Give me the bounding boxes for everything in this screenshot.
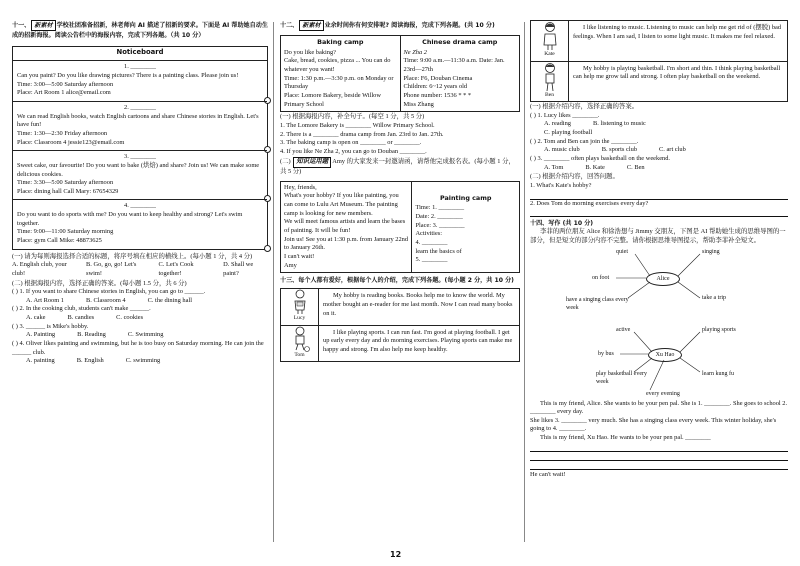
essay-closing: He can't wait! bbox=[530, 470, 566, 478]
mind-node-every-evening: every evening bbox=[646, 390, 680, 397]
new-material-tag: 新素材 bbox=[299, 20, 323, 31]
essay-paragraph-3: This is my friend, Xu Hao. He wants to be your pen pal. ________ bbox=[540, 434, 711, 442]
section-12-title: 十二、 新素材 业余时间你有何安排呢? 阅读海报，完成下列各题。(共 10 分) bbox=[280, 20, 520, 31]
essay-paragraph-2: She likes 3. ________ very much. She has a singing class every week. This winter holiday, she's going to 4. ________. bbox=[530, 416, 777, 433]
poster-2: 2. ________ We can read English books, watch English cartoons and share Chinese stories in English. Let's have fun! Time: 1:30—2:30 Friday afternoon Place: Classroom 4 jessie123@email.com bbox=[13, 101, 267, 150]
noticeboard-title: Noticeboard bbox=[116, 48, 164, 57]
answer-question-2: 2. Does Tom do morning exercises every day? bbox=[530, 199, 649, 207]
column-divider bbox=[273, 22, 274, 542]
mind-node-playing-sports: playing sports bbox=[702, 326, 736, 333]
fill-1: 1. The Lomore Bakery is ________ Willow Primary School. bbox=[280, 121, 435, 129]
essay-line bbox=[530, 452, 788, 461]
mind-node-kung-fu: learn kung fu bbox=[702, 370, 734, 377]
hobby-intros-continued bbox=[530, 20, 788, 102]
question-2: ( ) 2. Tom and Ben can join the ________. A. music club B. sports club C. art club bbox=[530, 137, 686, 154]
lucy-picture: Lucy bbox=[281, 289, 319, 325]
poster-1: 1. ________ Can you paint? Do you like drawing pictures? There is a painting class. Please join us! Time: 3:00—5:00 Saturday afternoon Place: Art Room 1 alice@email.com bbox=[13, 60, 267, 101]
column-1 bbox=[12, 20, 268, 366]
intro-kate: Kate I like listening to music. Listening to music can help me get rid of (摆脱) bad feelings. When I am sad, I listen to some light music. It makes me feel relaxed. bbox=[530, 20, 788, 62]
mind-node-singing: singing bbox=[702, 248, 720, 255]
question-3: ( ) 3. ______ is Mike's hobby. A. Painting B. Reading C. Swimming bbox=[12, 322, 164, 339]
fill-4: 4. If you like Ne Zha 2, you can go to Douban ________. bbox=[280, 147, 427, 155]
column-3 bbox=[530, 20, 788, 479]
drama-camp-poster: Chinese drama camp Ne Zha 2 Time: 9:00 a.m.—11:30 a.m. Date: Jan. 23rd—27th Place: F6, Douban Cinema Children: 6~12 years old Phone number: 1536 * * * Miss Zhang bbox=[400, 36, 520, 112]
invitation-and-form bbox=[280, 181, 520, 273]
intro-tom: Tom I like playing sports. I can run fast. I'm good at playing football. I get up early every day and do morning exercises. Playing sports can make me happy and strong. I'm also help me keep healthy. bbox=[280, 326, 520, 363]
intro-lucy: Lucy My hobby is reading books. Books help me to know the world. My mother bought an e-reader for me last month. Now I can read many books on it. bbox=[280, 288, 520, 326]
scroll-icon bbox=[264, 245, 271, 252]
noticeboard bbox=[12, 46, 268, 249]
essay-line bbox=[530, 461, 788, 470]
column-2 bbox=[280, 20, 520, 362]
answer-line bbox=[530, 191, 788, 200]
kate-picture: Kate bbox=[531, 21, 569, 61]
poster-4: 4. ________ Do you want to do sports with me? Do you want to keep healthy and strong? Let's swim together. Time: 9:00—11:00 Saturday morning Place: gym Call Mike: 48873625 bbox=[13, 199, 267, 248]
question-1: ( ) 1. If you want to share Chinese stories in English, you can go to ______. A. Art Room 1 B. Classroom 4 C. the dining hall bbox=[12, 288, 206, 304]
answer-question-1: 1. What's Kate's hobby? bbox=[530, 181, 592, 189]
registration-form: Painting camp Time: 1. ________ Date: 2. ________ Place: 3. ________ Activities: 4. ________ learn the basics of 5. ________ bbox=[412, 181, 520, 272]
poster-3: 3. ________ Sweet cake, our favourite! Do you want to bake (烘焙) and share? Join us! We can make some delicious cookies. Time: 3:30—5:00 Saturday afternoon Place: dining hall Call Mary: 67654329 bbox=[13, 150, 267, 199]
part-2-title: (二) 知识运用题 Amy 的大家发来一封邀请函，请帮他完成报名表。(每小题 1 分，共 5 分) bbox=[280, 158, 515, 176]
girl-reading-icon bbox=[291, 289, 309, 315]
ben-picture: Ben bbox=[531, 62, 569, 102]
section-14-instructions: 李菲的两位朋友 Alice 和徐浩想与 Jimmy 交朋友，下图是 AI 帮助她生成的思维导图的一部分，但是短文的部分内容不完整。请你根据思维导图提示，帮助李菲补全短文。 bbox=[530, 228, 786, 244]
question-3: ( ) 3. ________ often plays basketball on the weekend. A. Tom B. Kate C. Ben bbox=[530, 154, 671, 171]
essay-line bbox=[530, 443, 788, 452]
part-1-title: (一) 根据介绍内容，选择正确的答案。 bbox=[530, 103, 639, 111]
section-11-title: 十一、 新素材 学校社团准备招新，林老师向 AI 描述了招新的要求。下面是 AI 帮助她自动生成的招新海报。阅读公告栏中的海报内容，完成下列各题。（共 10 分） bbox=[12, 22, 268, 40]
fill-2: 2. There is a ________ drama camp from Jan. 23rd to Jan. 27th. bbox=[280, 130, 444, 138]
camp-posters bbox=[280, 35, 520, 112]
boy-basketball-icon bbox=[541, 62, 559, 92]
mind-map bbox=[530, 248, 788, 398]
page-number: 12 bbox=[390, 550, 402, 559]
mind-node-singing-class: have a singing class every week bbox=[566, 296, 629, 311]
part-2-title: (二) 根据介绍内容，回答问题。 bbox=[530, 173, 619, 181]
question-2: ( ) 2. In the cooking club, students can't make ______. A. cake B. candies C. cookies bbox=[12, 305, 151, 322]
girl-music-icon bbox=[541, 21, 559, 51]
hobby-intros bbox=[280, 288, 520, 362]
question-4: ( ) 4. Oliver likes painting and swimming, but he is too busy on Saturday morning. He can join the ______ club. A. painting B. English C. swimming bbox=[12, 340, 264, 365]
part-2-title: (二) 根据海报内容，选择正确的答案。(每小题 1.5 分，共 6 分) bbox=[12, 279, 187, 287]
mind-node-basketball: play basketball every week bbox=[596, 370, 647, 385]
mind-node-take-a-trip: take a trip bbox=[702, 294, 726, 301]
mind-node-active: active bbox=[616, 326, 631, 333]
mind-map-lines bbox=[530, 248, 788, 398]
fill-3: 3. The baking camp is open on ________ or ________. bbox=[280, 139, 422, 147]
boy-football-icon bbox=[290, 326, 310, 352]
section-14-title: 十四、写作 (共 10 分) bbox=[530, 220, 594, 228]
part-1-title: (一) 根据海报内容，补全句子。(每空 1 分，共 5 分) bbox=[280, 113, 425, 121]
baking-camp-poster: Baking camp Do you like baking? Cake, bread, cookies, pizza ... You can do whatever you want! Time: 1:30 p.m.—3:30 p.m. on Monday or Thursday Place: Lomore Bakery, beside Willow Primary School bbox=[281, 36, 401, 112]
column-divider bbox=[524, 22, 525, 542]
mind-node-by-bus: by bus bbox=[598, 350, 614, 357]
title-options: A. English club, your club! B. Go, go, go! Let's swim! C. Let's Cook together! D. Shall we paint? bbox=[12, 261, 254, 277]
mind-node-quiet: quiet bbox=[616, 248, 628, 255]
mind-center-xu-hao: Xu Hao bbox=[648, 348, 682, 362]
essay-paragraph-1: This is my friend, Alice. She wants to be your pen pal. She is 1. ________. She goes to school 2. ________ every day. bbox=[530, 399, 788, 416]
intro-ben: Ben My hobby is playing basketball. I'm short and thin. I think playing basketball can help me grow tall and strong. I often play basketball on the weekend. bbox=[530, 62, 788, 103]
tom-picture: Tom bbox=[281, 326, 319, 362]
answer-line bbox=[530, 208, 788, 217]
question-1: ( ) 1. Lucy likes ________. A. reading B. listening to music C. playing football bbox=[530, 111, 646, 137]
mind-center-alice: Alice bbox=[646, 272, 680, 286]
invitation-letter: Hey, friends, What's your hobby? If you like painting, you can come to Lulu Art Museum. The painting camp is looking for new members. We will meet famous artists and learn the bases of painting. It will be fun! Join us! See you at 1:30 p.m. from January 22nd to January 26th. I can't wait! Amy bbox=[281, 181, 412, 272]
mind-node-on-foot: on foot bbox=[592, 274, 610, 281]
new-material-tag: 新素材 bbox=[31, 20, 55, 31]
part-1-title: (一) 请为每则海报选择合适的标题，将序号填在相应的横线上。(每小题 1 分，共 4 分) bbox=[12, 252, 253, 260]
section-13-title: 十三、每个人都有爱好，根据每个人的介绍，完成下列各题。(每小题 2 分，共 10 分) bbox=[280, 277, 514, 285]
